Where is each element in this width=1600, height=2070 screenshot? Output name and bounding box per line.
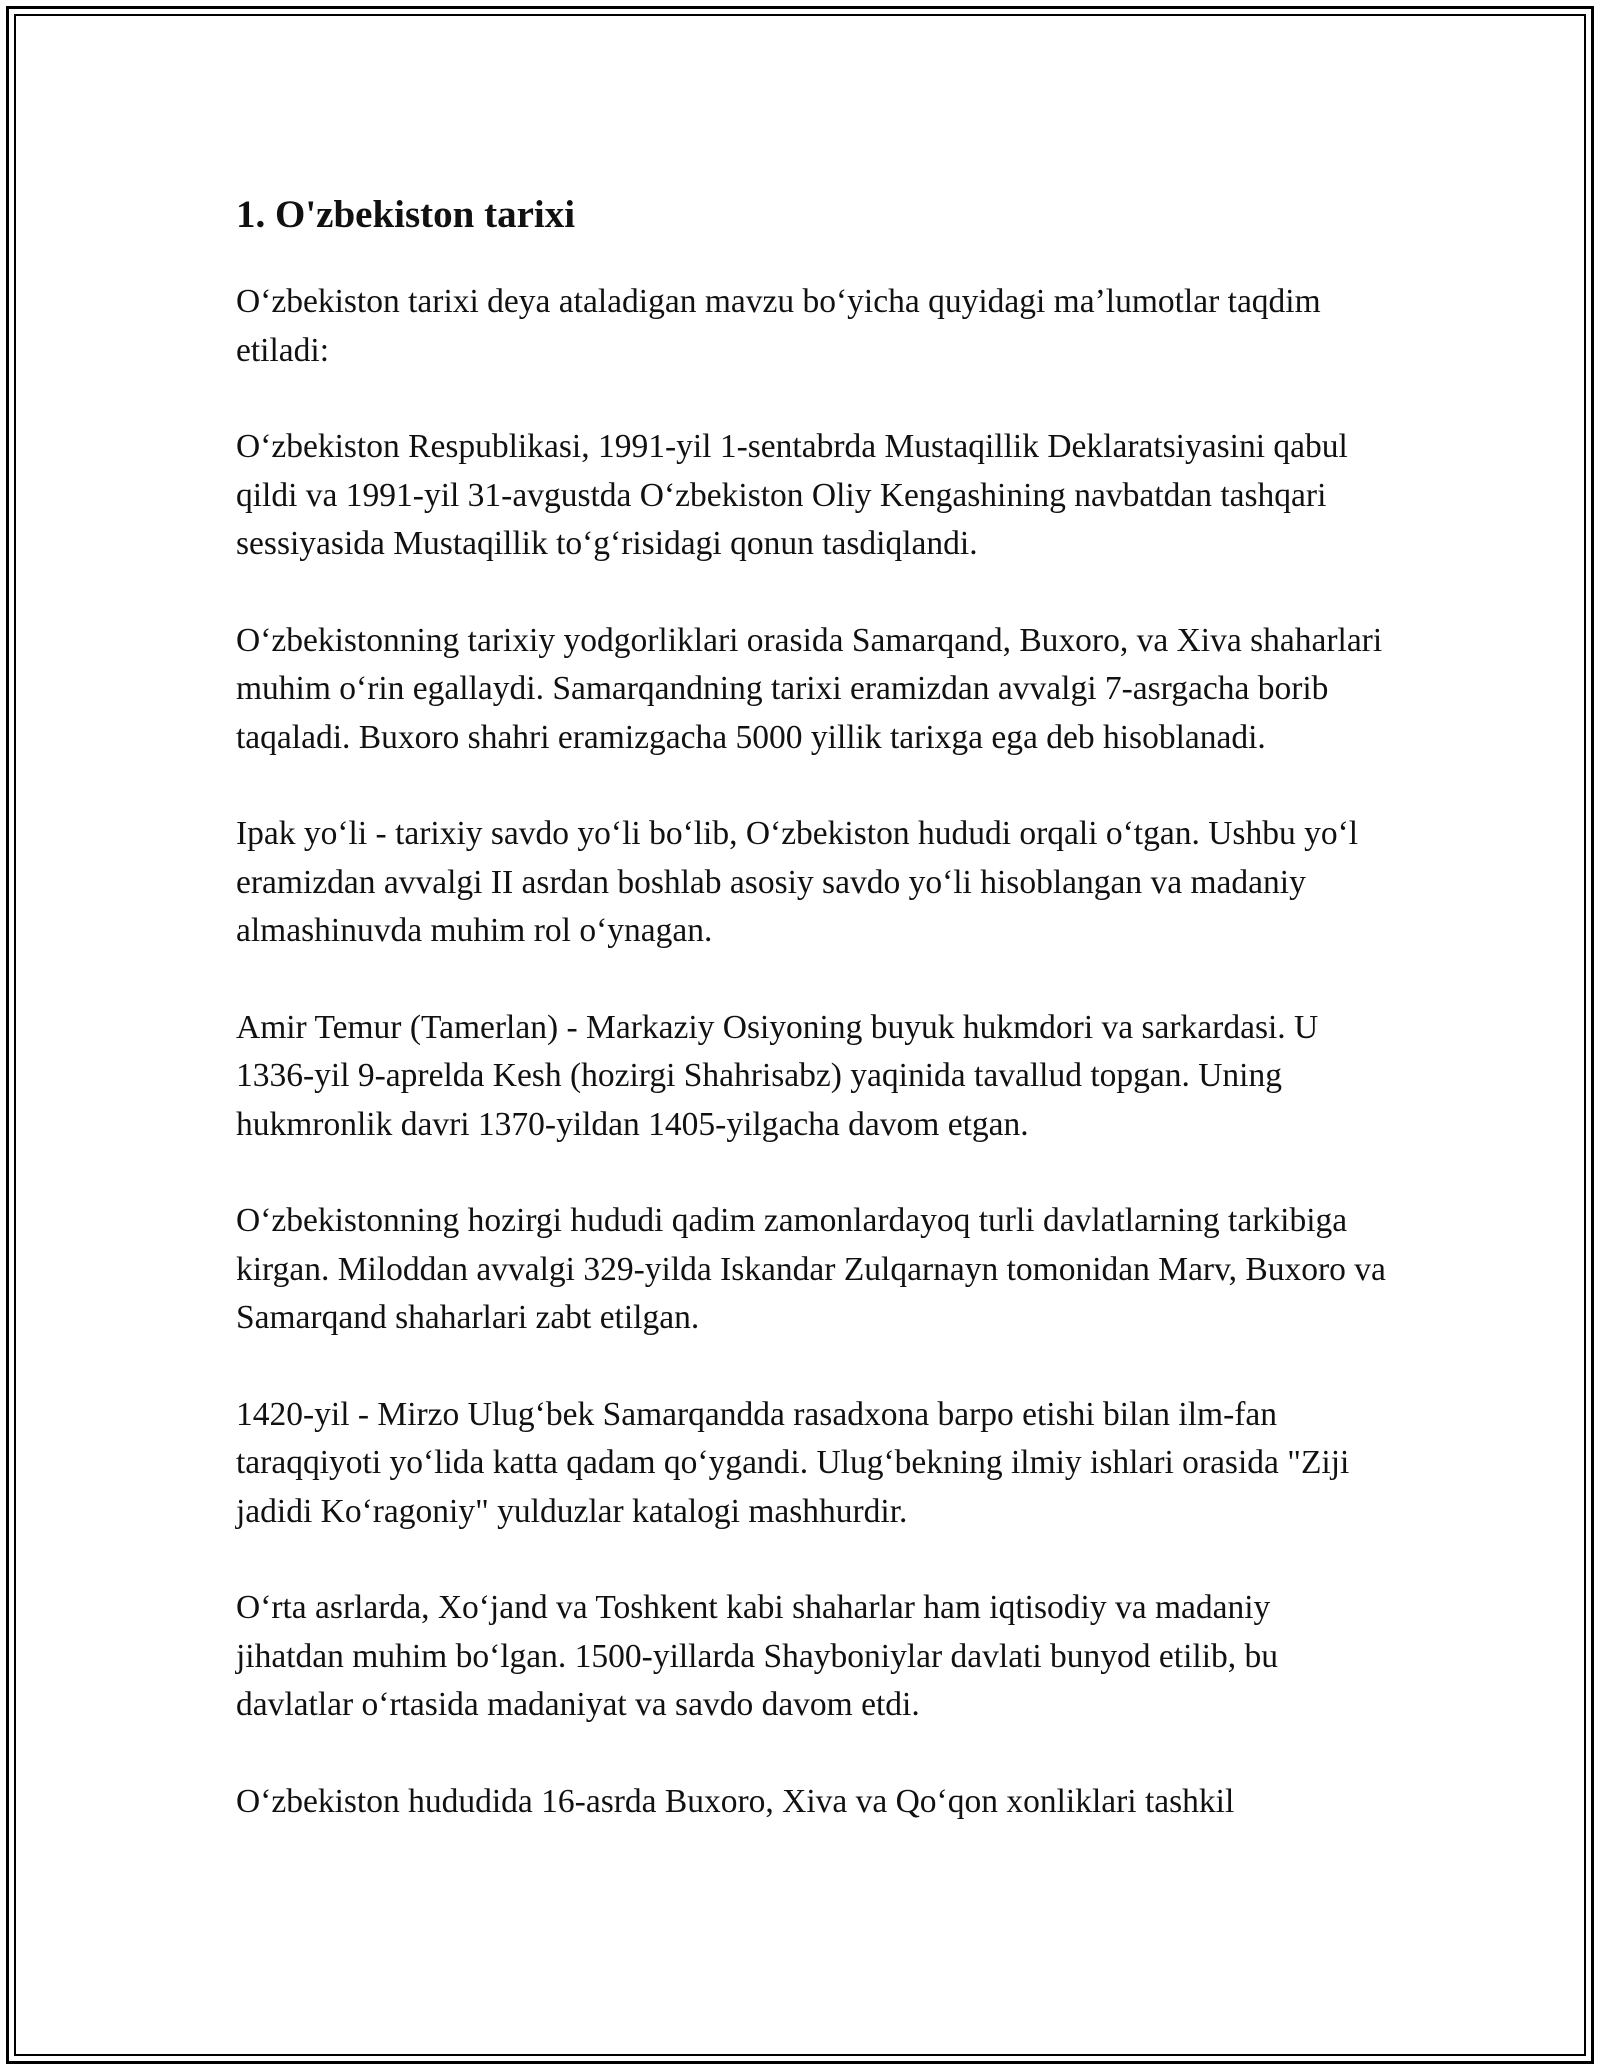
paragraph-khanates: O‘zbekiston hududida 16-asrda Buxoro, Xiva va Qo‘qon xonliklari tashkil — [236, 1782, 1235, 1820]
paragraph-silk-road: Ipak yo‘li - tarixiy savdo yo‘li bo‘lib, O‘zbekiston hududi orqali o‘tgan. Ushbu yo‘l eramizdan avvalgi II asrdan boshlab asosiy savdo yo‘li hisoblangan va madaniy almashinuvda muhim rol o‘ynagan. — [236, 815, 1359, 949]
paragraph-intro: O‘zbekiston tarixi deya ataladigan mavzu bo‘yicha quyidagi ma’lumotlar taqdim etiladi: — [236, 283, 1321, 369]
section-heading: 1. O'zbekiston tarixi — [236, 193, 576, 236]
paragraph-monuments: O‘zbekistonning tarixiy yodgorliklari orasida Samarqand, Buxoro, va Xiva shaharlari muhim o‘rin egallaydi. Samarqandning tarixi eramizdan avvalgi 7-asrgacha borib taqaladi. Buxoro shahri eramizgacha 5000 yillik tarixga ega deb hisoblanadi. — [236, 621, 1383, 756]
paragraph-middle-ages: O‘rta asrlarda, Xo‘jand va Toshkent kabi shaharlar ham iqtisodiy va madaniy jihatdan muhim bo‘lgan. 1500-yillarda Shayboniylar davlati bunyod etilib, bu davlatlar o‘rtasida madaniyat va savdo davom etdi. — [236, 1589, 1279, 1723]
paragraph-ulugbek: 1420-yil - Mirzo Ulug‘bek Samarqandda rasadxona barpo etishi bilan ilm-fan taraqqiyoti yo‘lida katta qadam qo‘ygandi. Ulug‘bekning ilmiy ishlari orasida "Ziji jadidi Ko‘ragoniy" yulduzlar katalogi mashhurdir. — [236, 1395, 1350, 1530]
document-body — [236, 188, 1386, 1826]
paragraph-independence: O‘zbekiston Respublikasi, 1991-yil 1-sentabrda Mustaqillik Deklaratsiyasini qabul qildi va 1991-yil 31-avgustda O‘zbekiston Oliy Kengashining navbatdan tashqari sessiyasida Mustaqillik to‘g‘risidagi qonun tasdiqlandi. — [236, 428, 1348, 562]
paragraph-ancient-states: O‘zbekistonning hozirgi hududi qadim zamonlardayoq turli davlatlarning tarkibiga kirgan. Miloddan avvalgi 329-yilda Iskandar Zulqarnayn tomonidan Marv, Buxoro va Samarqand shaharlari zabt etilgan. — [236, 1202, 1386, 1336]
paragraph-amir-temur: Amir Temur (Tamerlan) - Markaziy Osiyoning buyuk hukmdori va sarkardasi. U 1336-yil 9-aprelda Kesh (hozirgi Shahrisabz) yaqinida tavallud topgan. Uning hukmronlik davri 1370-yildan 1405-yilgacha davom etgan. — [236, 1008, 1319, 1143]
